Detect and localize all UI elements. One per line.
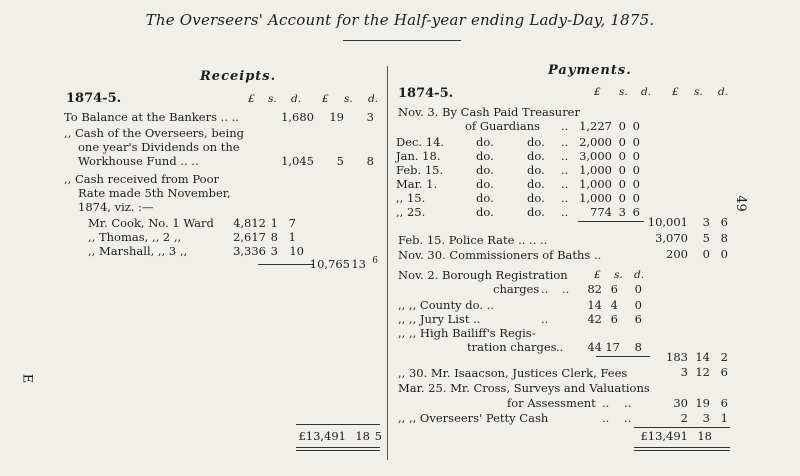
baths-pence: 0 xyxy=(720,247,728,261)
borough-shillings: 6 xyxy=(610,312,618,326)
payment-date: Feb. 15. xyxy=(396,163,444,177)
currency-pence: d. xyxy=(291,93,302,105)
total-double-rule xyxy=(634,447,730,448)
leader-dots: .. xyxy=(561,191,569,205)
payment-pounds: 2,000 xyxy=(579,135,612,149)
payment-pence: 0 xyxy=(632,149,640,163)
ward-label: Mr. Cook, No. 1 Ward xyxy=(88,216,214,230)
ward-shillings: 1 xyxy=(270,216,278,230)
currency-shilling: s. xyxy=(268,93,277,105)
borough-pence: 6 xyxy=(634,312,642,326)
leader-dots: .. xyxy=(602,411,610,425)
borough-total-pence: 2 xyxy=(720,350,728,364)
ward-shillings: 3 xyxy=(270,244,278,258)
leader-dots: .. xyxy=(561,149,569,163)
payment-pounds: 1,000 xyxy=(579,177,612,191)
borough-shillings: 6 xyxy=(610,282,618,296)
payment-pounds: 1,000 xyxy=(579,163,612,177)
bailiff-shillings: 17 xyxy=(605,340,620,354)
currency-shilling: s. xyxy=(344,93,353,105)
receipt-line: Workhouse Fund .. .. xyxy=(78,154,199,168)
wards-total-pence: 6 xyxy=(372,256,378,266)
payment-shillings: 0 xyxy=(618,177,626,191)
leader-dots: .. xyxy=(562,282,570,296)
currency-pound: £ xyxy=(322,93,329,105)
borough-line: tration charges xyxy=(467,340,557,354)
payment-pence: 0 xyxy=(632,177,640,191)
borough-line: ,, ,, Jury List .. xyxy=(398,312,481,326)
ditto: do. xyxy=(527,205,545,219)
payments-grand-total-pounds: £13,491 xyxy=(640,429,688,443)
baths-pounds: 200 xyxy=(666,247,688,261)
isaacson-shillings: 12 xyxy=(695,365,710,379)
baths: Nov. 30. Commissioners of Baths .. xyxy=(398,248,602,262)
ward-pence: 7 xyxy=(288,216,296,230)
petty-pence: 1 xyxy=(720,411,728,425)
ditto: do. xyxy=(476,205,494,219)
payment-pence: 0 xyxy=(632,163,640,177)
leader-dots: .. xyxy=(624,411,632,425)
total-double-rule xyxy=(296,447,380,448)
leader-dots: .. xyxy=(602,396,610,410)
ward-shillings: 8 xyxy=(270,230,278,244)
page-number: 49 xyxy=(732,195,748,212)
currency-pound: £ xyxy=(248,93,255,105)
treasurer-shillings: 0 xyxy=(618,119,626,133)
police-shillings: 5 xyxy=(702,231,710,245)
payment-date: ,, 15. xyxy=(396,191,426,205)
ward-pence: 1 xyxy=(288,230,296,244)
column-divider xyxy=(387,66,388,460)
page-title: The Overseers' Account for the Half-year ending Lady-Day, 1875. xyxy=(145,11,655,29)
ditto: do. xyxy=(476,191,494,205)
ditto: do. xyxy=(527,149,545,163)
receipt-line: ,, Cash received from Poor xyxy=(64,172,219,186)
petty-shillings: 3 xyxy=(702,411,710,425)
cross-line: Mar. 25. Mr. Cross, Surveys and Valuations xyxy=(398,381,650,395)
currency-shilling: s. xyxy=(694,86,703,98)
payment-pounds: 774 xyxy=(590,205,612,219)
payments-heading: Payments. xyxy=(548,63,632,78)
borough-pounds: 82 xyxy=(587,282,602,296)
ditto: do. xyxy=(476,149,494,163)
ward-label: ,, Marshall, ,, 3 ,, xyxy=(88,244,188,258)
currency-pence: d. xyxy=(634,269,645,281)
borough-total-pounds: 183 xyxy=(666,350,688,364)
treasurer-line: of Guardians xyxy=(465,119,540,133)
currency-pence: d. xyxy=(718,86,729,98)
petty-cash: ,, ,, Overseers' Petty Cash xyxy=(398,411,549,425)
total-rule xyxy=(296,424,380,425)
receipt-line: ,, Cash of the Overseers, being xyxy=(64,126,244,140)
treasurer-pounds: 1,227 xyxy=(579,119,612,133)
payment-date: Mar. 1. xyxy=(396,177,438,191)
borough-pence: 0 xyxy=(634,282,642,296)
petty-pounds: 2 xyxy=(680,411,688,425)
currency-pence: d. xyxy=(641,86,652,98)
payment-shillings: 0 xyxy=(618,163,626,177)
payments-grand-total-shillings: 18 xyxy=(697,429,712,443)
payment-shillings: 0 xyxy=(618,149,626,163)
total-double-rule xyxy=(296,450,380,451)
receipts-heading: Receipts. xyxy=(200,69,277,84)
isaacson-pence: 6 xyxy=(720,365,728,379)
bailiff-pence: 8 xyxy=(634,340,642,354)
payments-year: 1874-5. xyxy=(398,86,454,101)
receipt-line: To Balance at the Bankers .. .. xyxy=(64,110,239,124)
leader-dots: .. xyxy=(561,135,569,149)
leader-dots: .. xyxy=(561,119,569,133)
cross-line: for Assessment xyxy=(507,396,596,410)
payment-pence: 6 xyxy=(632,205,640,219)
leader-dots: .. xyxy=(561,205,569,219)
balance-shillings: 19 xyxy=(329,110,344,124)
leader-dots: .. xyxy=(561,177,569,191)
borough-total-shillings: 14 xyxy=(695,350,710,364)
ditto: do. xyxy=(476,177,494,191)
currency-pound: £ xyxy=(594,269,601,281)
ditto: do. xyxy=(527,177,545,191)
payment-pounds: 1,000 xyxy=(579,191,612,205)
borough-pounds: 14 xyxy=(587,298,602,312)
cross-pounds: 30 xyxy=(673,396,688,410)
payment-date: ,, 25. xyxy=(396,205,426,219)
cross-pence: 6 xyxy=(720,396,728,410)
payment-shillings: 0 xyxy=(618,135,626,149)
dividends-shillings: 5 xyxy=(336,154,344,168)
total-rule xyxy=(634,427,730,428)
leader-dots: .. xyxy=(624,396,632,410)
borough-line: Nov. 2. Borough Registration xyxy=(398,268,568,282)
leader-dots: .. xyxy=(541,282,549,296)
receipt-line: one year's Dividends on the xyxy=(78,140,240,154)
currency-pound: £ xyxy=(594,86,601,98)
ward-label: ,, Thomas, ,, 2 ,, xyxy=(88,230,182,244)
police-pounds: 3,070 xyxy=(655,231,688,245)
receipts-year: 1874-5. xyxy=(66,91,122,106)
baths-shillings: 0 xyxy=(702,247,710,261)
ditto: do. xyxy=(476,135,494,149)
title-rule xyxy=(343,40,461,41)
ward-pounds: 2,617 xyxy=(233,230,266,244)
payment-date: Dec. 14. xyxy=(396,135,445,149)
ditto: do. xyxy=(527,191,545,205)
borough-line: charges xyxy=(493,282,540,296)
dividends-pounds: 1,045 xyxy=(281,154,314,168)
wards-total-pounds: 10,765 xyxy=(309,257,350,271)
receipt-line: 1874, viz. :— xyxy=(78,200,154,214)
payment-pence: 0 xyxy=(632,135,640,149)
cross-shillings: 19 xyxy=(695,396,710,410)
bailiff-pounds: 44 xyxy=(587,340,602,354)
police-rate: Feb. 15. Police Rate .. .. .. xyxy=(398,233,548,247)
payment-date: Jan. 18. xyxy=(396,149,441,163)
treasurer-total-pounds: 10,001 xyxy=(647,215,688,229)
receipts-grand-total-pence: 5 xyxy=(374,429,382,443)
borough-sum-rule xyxy=(596,356,650,357)
treasurer-sum-rule xyxy=(578,221,644,222)
borough-line: ,, ,, High Bailiff's Regis- xyxy=(398,326,536,340)
payment-pounds: 3,000 xyxy=(579,149,612,163)
leader-dots: .. xyxy=(541,312,549,326)
payment-pence: 0 xyxy=(632,191,640,205)
total-double-rule xyxy=(634,450,730,451)
leader-dots: .. xyxy=(556,340,564,354)
receipts-grand-total-shillings: 18 xyxy=(355,429,370,443)
currency-shilling: s. xyxy=(614,269,623,281)
margin-mark: E xyxy=(19,373,35,384)
balance-pence: 3 xyxy=(366,110,374,124)
borough-pence: 0 xyxy=(634,298,642,312)
receipts-grand-total-pounds: £13,491 xyxy=(298,429,346,443)
ward-pence: 10 xyxy=(289,244,304,258)
isaacson-pounds: 3 xyxy=(680,365,688,379)
ward-pounds: 3,336 xyxy=(233,244,266,258)
payment-shillings: 0 xyxy=(618,191,626,205)
isaacson: ,, 30. Mr. Isaacson, Justices Clerk, Fees xyxy=(398,366,628,380)
leader-dots: .. xyxy=(561,163,569,177)
currency-pound: £ xyxy=(672,86,679,98)
currency-pence: d. xyxy=(368,93,379,105)
police-pence: 8 xyxy=(720,231,728,245)
ward-pounds: 4,812 xyxy=(233,216,266,230)
receipt-line: Rate made 5th November, xyxy=(78,186,231,200)
treasurer-total-pence: 6 xyxy=(720,215,728,229)
payment-shillings: 3 xyxy=(618,205,626,219)
wards-total-shillings: 13 xyxy=(351,257,366,271)
borough-pounds: 42 xyxy=(587,312,602,326)
currency-shilling: s. xyxy=(619,86,628,98)
balance-pounds: 1,680 xyxy=(281,110,314,124)
ditto: do. xyxy=(476,163,494,177)
borough-line: ,, ,, County do. .. xyxy=(398,298,494,312)
treasurer-line: Nov. 3. By Cash Paid Treasurer xyxy=(398,105,580,119)
dividends-pence: 8 xyxy=(366,154,374,168)
borough-shillings: 4 xyxy=(610,298,618,312)
treasurer-pence: 0 xyxy=(632,119,640,133)
ditto: do. xyxy=(527,163,545,177)
ditto: do. xyxy=(527,135,545,149)
treasurer-total-shillings: 3 xyxy=(702,215,710,229)
